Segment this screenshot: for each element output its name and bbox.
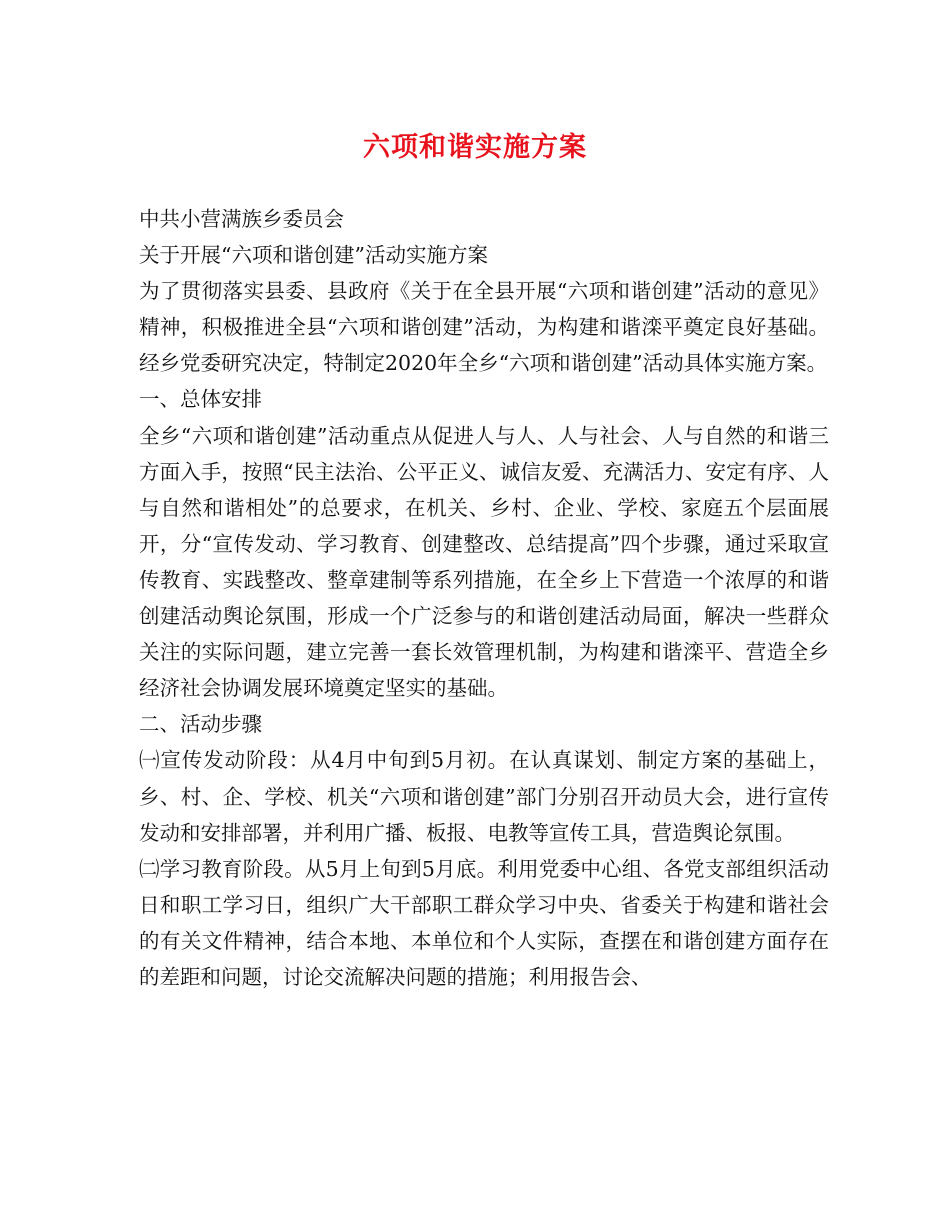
intro-paragraph: 为了贯彻落实县委、县政府《关于在全县开展“六项和谐创建”活动的意见》精神，积极推进全县“六项和谐创建”活动，为构建和谐滦平奠定良好基础。经乡党委研究决定，特制定2020年全乡“六项和谐创建”活动具体实施方案。: [139, 279, 829, 376]
document-body: [139, 201, 829, 995]
overall-paragraph: 全乡“六项和谐创建”活动重点从促进人与人、人与社会、人与自然的和谐三方面入手，按照“民主法治、公平正义、诚信友爱、充满活力、安定有序、人与自然和谐相处”的总要求，在机关、乡村、企业、学校、家庭五个层面展开，分“宣传发动、学习教育、创建整改、总结提高”四个步骤，通过采取宣传教育、实践整改、整章建制等系列措施，在全乡上下营造一个浓厚的和谐创建活动舆论氛围，形成一个广泛参与的和谐创建活动局面，解决一些群众关注的实际问题，建立完善一套长效管理机制，为构建和谐滦平、营造全乡经济社会协调发展环境奠定坚实的基础。: [139, 423, 829, 701]
subtitle-line: 关于开展“六项和谐创建”活动实施方案: [139, 243, 488, 268]
step-two-paragraph: ㈡学习教育阶段。从5月上旬到5月底。利用党委中心组、各党支部组织活动日和职工学习日，组织广大干部职工群众学习中央、省委关于构建和谐社会的有关文件精神，结合本地、本单位和个人实际，查摆在和谐创建方面存在的差距和问题，讨论交流解决问题的措施；利用报告会、: [139, 856, 829, 989]
document-title: 六项和谐实施方案: [363, 132, 587, 163]
step-one-paragraph: ㈠宣传发动阶段：从4月中旬到5月初。在认真谋划、制定方案的基础上，乡、村、企、学校、机关“六项和谐创建”部门分别召开动员大会，进行宣传发动和安排部署，并利用广播、板报、电教等宣传工具，营造舆论氛围。: [139, 748, 829, 845]
issuer-line: 中共小营满族乡委员会: [139, 207, 344, 231]
section-heading-steps: 二、活动步骤: [139, 712, 262, 737]
section-heading-overall: 一、总体安排: [139, 387, 262, 412]
